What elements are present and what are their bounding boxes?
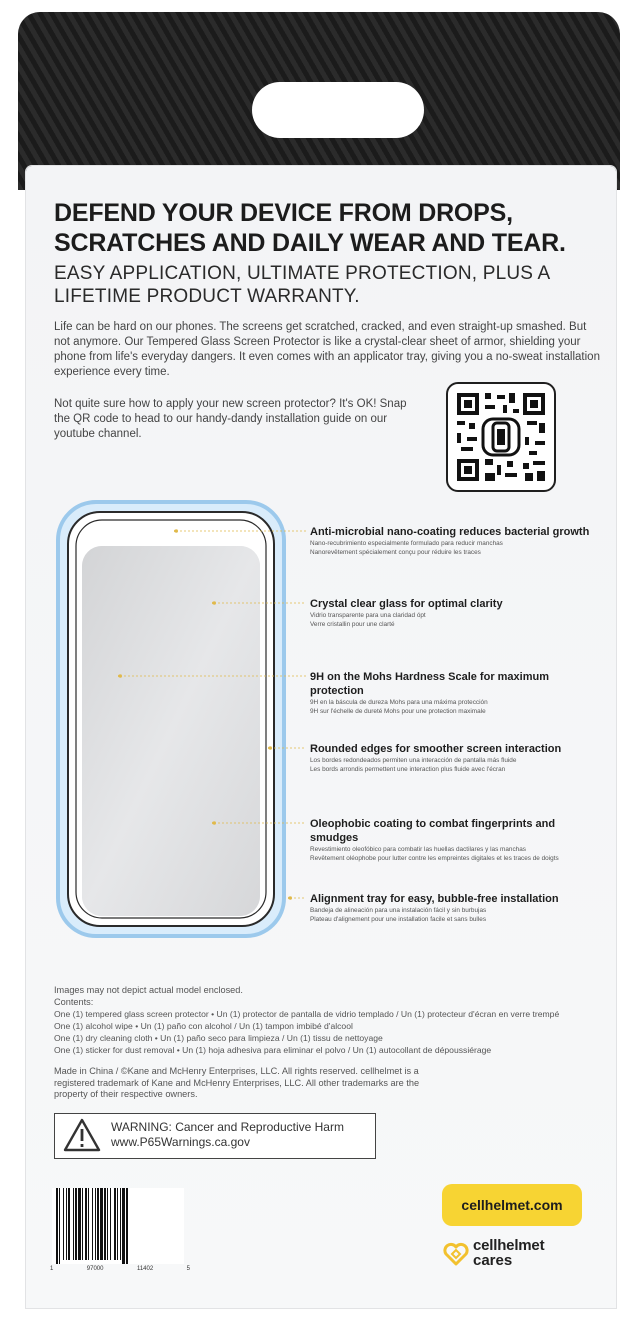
feature-oleophobic — [310, 817, 600, 863]
barcode-bar — [95, 1188, 96, 1260]
barcode-digit: 97000 — [86, 1266, 104, 1272]
barcode-bar — [88, 1188, 89, 1260]
barcode-bar — [59, 1188, 60, 1264]
feature-french: 9H sur l'échelle de dureté Mohs pour une protection maximale — [310, 708, 486, 715]
barcode-bar — [85, 1188, 87, 1260]
warning-line: WARNING: Cancer and Reproductive Harm — [111, 1120, 344, 1134]
prop65-warning — [54, 1113, 376, 1159]
feature-rounded-edges — [310, 742, 600, 774]
barcode-digits — [50, 1266, 190, 1272]
barcode-bar — [63, 1188, 64, 1260]
feature-french: Plateau d'alignement pour une installation facile et sans bulles — [310, 916, 487, 923]
headline: DEFEND YOUR DEVICE FROM DROPS, SCRATCHES AND DAILY WEAR AND TEAR. — [54, 199, 566, 257]
feature-title: Oleophobic coating to combat fingerprints and smudges — [310, 818, 556, 844]
feature-french: Verre cristallin pour une clarté — [310, 621, 395, 628]
barcode-digit: 1 — [50, 1266, 54, 1272]
barcode-bar — [82, 1188, 83, 1260]
feature-clarity — [310, 597, 600, 629]
feature-title: Anti-microbial nano-coating reduces bacterial growth — [310, 526, 590, 538]
contents-item: One (1) sticker for dust removal • Un (1) hoja adhesiva para eliminar el polvo / Un (1) autocollant de dépoussiérage — [54, 1045, 492, 1055]
barcode-bar — [100, 1188, 103, 1260]
feature-alignment-tray — [310, 892, 600, 924]
barcode-digit: 11402 — [136, 1266, 154, 1272]
heart-logo-icon — [443, 1241, 469, 1267]
feature-title: 9H on the Mohs Hardness Scale for maximum protection — [310, 671, 550, 697]
warning-text — [111, 1120, 344, 1150]
barcode-bar — [104, 1188, 106, 1260]
feature-title: Alignment tray for easy, bubble-free installation — [310, 893, 559, 905]
warning-url: www.P65Warnings.ca.gov — [111, 1135, 250, 1149]
barcode-bar — [117, 1188, 118, 1260]
website-button[interactable]: cellhelmet.com — [442, 1184, 582, 1226]
qr-instructions: Not quite sure how to apply your new screen protector? It's OK! Snap the QR code to head to our handy-dandy installation guide on our youtube channel. — [54, 398, 407, 440]
barcode-bar — [92, 1188, 93, 1260]
barcode-bar — [120, 1188, 121, 1260]
barcode-digit: 5 — [186, 1266, 190, 1272]
barcode-bar — [68, 1188, 70, 1260]
barcode-bar — [66, 1188, 67, 1260]
intro-paragraph: Life can be hard on our phones. The screens get scratched, cracked, and even straight-up smashed. But not anymore. Our Tempered Glass Screen Protector is like a crystal-clear sheet of armor, shielding your phone from life's everyday dangers. It even comes with an applicator tray, giving you a no-sweat installation experience every time. — [54, 321, 600, 378]
barcode-bar — [114, 1188, 116, 1260]
subheadline: EASY APPLICATION, ULTIMATE PROTECTION, PLUS A LIFETIME PRODUCT WARRANTY. — [54, 263, 550, 307]
barcode-bar — [73, 1188, 74, 1260]
barcode-bar — [110, 1188, 111, 1260]
barcode-bar — [97, 1188, 99, 1260]
barcode-bar — [78, 1188, 81, 1260]
disclaimer: Images may not depict actual model enclosed. — [54, 985, 243, 995]
feature-title: Rounded edges for smoother screen interaction — [310, 743, 562, 755]
warning-triangle-icon — [63, 1118, 101, 1152]
barcode-bar — [56, 1188, 58, 1264]
feature-french: Les bords arrondis permettent une interaction plus fluide avec l'écran — [310, 766, 506, 773]
feature-spanish: Nano-recubrimiento especialmente formulado para reducir manchas — [310, 540, 503, 547]
contents-label: Contents: — [54, 997, 94, 1007]
barcode — [52, 1188, 184, 1264]
barcode-bar — [122, 1188, 125, 1264]
contents-item: One (1) tempered glass screen protector • Un (1) protector de pantalla de vidrio templado / Un (1) protecteur d'écran en verre trempé — [54, 1009, 560, 1019]
feature-french: Revêtement oléophobe pour lutter contre les empreintes digitales et les traces de doigts — [310, 855, 559, 862]
feature-french: Nanorevêtement spécialement conçu pour réduire les traces — [310, 549, 481, 556]
feature-spanish: Los bordes redondeados permiten una interacción de pantalla más fluide — [310, 757, 517, 764]
brand-tagline: cares — [473, 1252, 513, 1269]
brand-logo — [443, 1238, 593, 1272]
feature-spanish: Vidrio transparente para una claridad ópt — [310, 612, 426, 619]
brand-name: cellhelmet — [473, 1237, 545, 1254]
legal-text: Made in China / ©Kane and McHenry Enterprises, LLC. All rights reserved. cellhelmet is a registered trademark of Kane and McHenry Enterprises, LLC. All other trademarks are the property of their respective owners. — [54, 1066, 420, 1099]
barcode-bar — [107, 1188, 108, 1260]
feature-antimicrobial — [310, 525, 600, 557]
barcode-bar — [75, 1188, 77, 1260]
feature-spanish: Revestimiento oleofóbico para combatir las huellas dactilares y las manchas — [310, 846, 526, 853]
contents-item: One (1) dry cleaning cloth • Un (1) paño seco para limpieza / Un (1) tissu de nettoyage — [54, 1033, 383, 1043]
contents-item: One (1) alcohol wipe • Un (1) paño con alcohol / Un (1) tampon imbibé d'alcool — [54, 1021, 353, 1031]
feature-hardness — [310, 670, 600, 716]
feature-spanish: 9H en la báscula de dureza Mohs para una máxima protección — [310, 699, 488, 706]
barcode-bar — [126, 1188, 128, 1264]
feature-spanish: Bandeja de alineación para una instalación fácil y sin burbujas — [310, 907, 487, 914]
feature-title: Crystal clear glass for optimal clarity — [310, 598, 503, 610]
